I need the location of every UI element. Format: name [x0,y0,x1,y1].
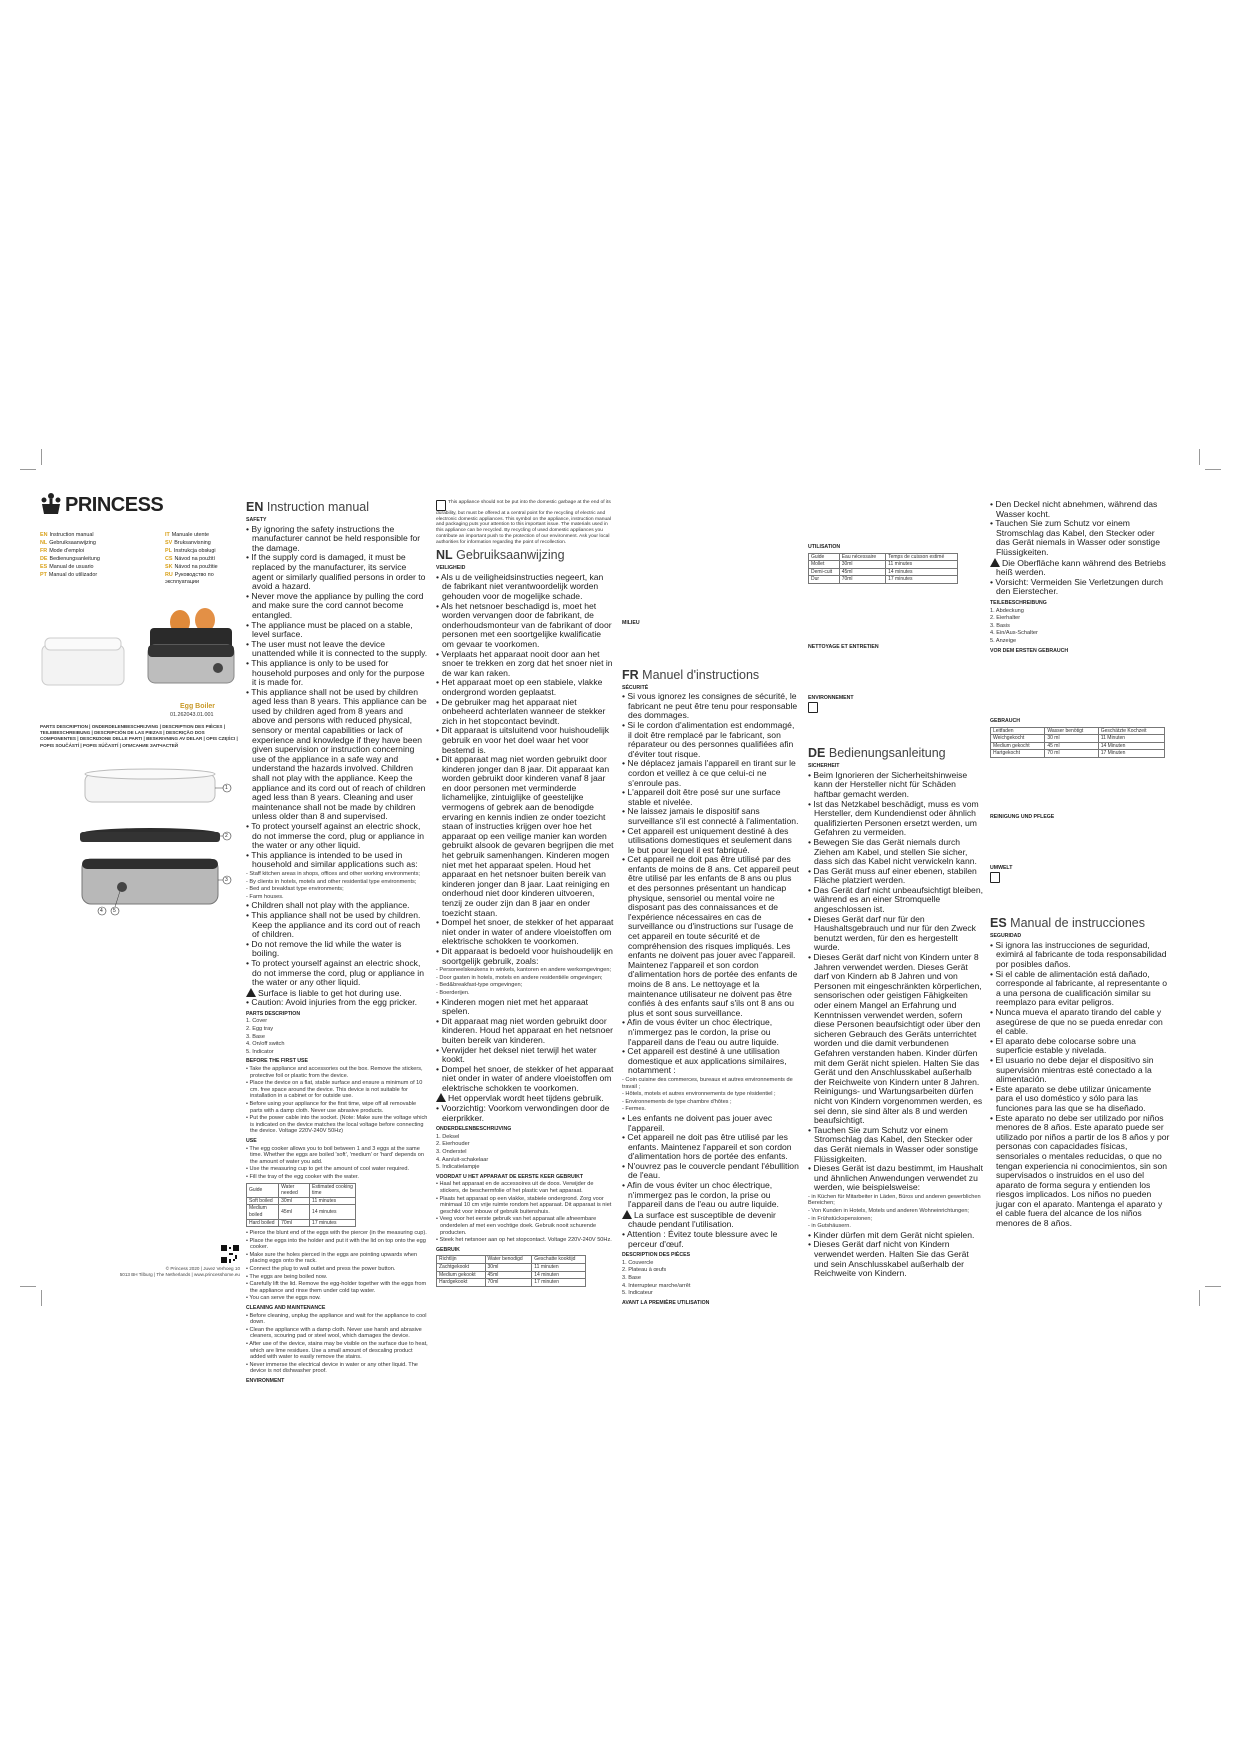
list-item: • Take the appliance and accessories out the box. Remove the stickers, protective foil or plastic from the device. [246,1066,423,1079]
section-heading: UTILISATION [808,544,841,550]
table-row: Mollet 30ml 11 minutes [809,561,958,569]
language-item: PL Instrukcja obsługi [165,548,216,554]
callout-5: 5 [113,908,116,914]
before-list [436,1181,614,1243]
list-item: • Connect the plug to wall outlet and press the power button. [246,1266,396,1273]
table-row: Medium boiled 45ml 14 minutes [247,1205,356,1219]
table-row: Soft boiled 30ml 11 minutes [247,1197,356,1205]
crop-mark [41,1290,42,1306]
list-item: 3. Base [622,1275,641,1281]
list-item: - Boerderijen. [436,989,470,996]
cooking-table [808,553,958,584]
cooking-table [246,1183,356,1228]
language-item: SK Návod na použitie [165,564,218,570]
section-heading: VOORDAT U HET APPARAAT DE EERSTE KEER GEBRUIKT [436,1173,584,1180]
list-item: • Vorsicht: Vermeiden Sie Verletzungen durch den Eierstecher. [990,576,1164,597]
list-item: • Haal het apparaat en de accessoires uit de doos. Verwijder de stickers, de beschermfolie of het plastic van het apparaat. [436,1181,594,1194]
list-item: • Dit apparaat mag niet worden gebruikt door kinderen. Houd het apparaat en het netsnoer buiten bereik van kinderen. [436,1015,614,1045]
safety-list [622,692,800,1076]
footer-copyright: © Princess 2020 | Juvez Verhoeg 10 [165,1266,240,1271]
list-item: - Staff kitchen areas in shops, offices and other working environments; [246,870,420,877]
safety-list-3 [990,500,1170,597]
list-item: • The egg cooker allows you to boil between 1 and 3 eggs at the same time. Whether the eggs are boiled 'soft', 'medium' or 'hard' depends on the amount of water you add. [246,1145,425,1165]
list-item: • Steek het netsnoer aan op het stopcontact. Voltage 220V-240V 50Hz. [436,1237,612,1244]
list-item: 3. Onderstel [436,1149,467,1156]
table-row: Hartgekocht 70 ml 17 Minuten [991,750,1165,758]
table-header-row: Leitfaden Wasser benötigt Geschätzte Kochzeit [991,727,1165,735]
list-item: • If the supply cord is damaged, it must be replaced by the manufacturer, its service agent or similarly qualified persons in order to avoid a hazard. [246,552,426,592]
list-item: • Before cleaning, unplug the appliance and wait for the appliance to cool down. [246,1312,427,1326]
list-item: • Pierce the blunt end of the eggs with the piercer (in the measuring cup). [246,1230,427,1237]
crop-mark [1199,1290,1200,1306]
list-item: • Voorzichtig: Voorkom verwondingen door de eierprikker. [436,1103,610,1123]
list-item: • By ignoring the safety instructions the manufacturer cannot be held responsible for the damage. [246,523,421,553]
list-item: • This appliance shall not be used by children aged less than 8 years. This appliance can be used by children aged from 8 years and above and persons with reduced physical, sensory or mental capabilities or lack of experience and knowledge if they have been given supervision or instruction concerning use of the appliance in a safe way and understand the hazards involved. Children shall not play with the appliance. Keep the appliance and its cord out of reach of children aged less than 8 years. Cleaning and user maintenance shall not be made by children unless older than 8 and supervised. [246,686,427,822]
list-item: 5. Indicator [246,1048,274,1055]
hot-surface-warning: Het oppervlak wordt heet tijdens gebruik. [436,1093,614,1104]
list-item: • Si ignora las instrucciones de seguridad, eximirá al fabricante de toda responsabilidad por posibles daños. [990,939,1167,970]
list-item: • To protect yourself against an electric shock, do not immerse the cord, plug or appliance in the water or any other liquid. [246,821,424,851]
list-item: • Este aparato se debe utilizar únicamente para el uso doméstico y sólo para las funciones para las que se ha diseñado. [990,1083,1152,1113]
parts-list [622,1260,800,1297]
list-item: • The user must not leave the device unattended while it is connected to the supply. [246,638,428,659]
uses-list [246,871,428,900]
list-item: • Dit apparaat is bedoeld voor huishoudelijk en soortgelijk gebruik, zoals: [436,945,613,966]
section-title: ES Manual de instrucciones [990,916,1145,931]
list-item: • Plaats het apparaat op een vlakke, stabiele ondergrond. Zorg voor minimaal 10 cm vrije ruimte rondom het apparaat. Dit apparaat is niet geschikt voor inbouw of gebruik buitenshuis. [436,1195,612,1215]
use-list [246,1146,428,1181]
safety-list [990,941,1170,1229]
list-item: • This appliance is only to be used for household purposes and only for the purpose it is made for. [246,657,425,688]
list-item: 2. Plateau à œufs [622,1267,667,1274]
list-item: • Ist das Netzkabel beschädigt, muss es vom Hersteller, dem Kundendienst oder ähnlich qualifizierten Personen ersetzt werden, um Gefahren zu vermeiden. [808,798,979,838]
list-item: • Use the measuring cup to get the amount of cool water required. [246,1166,410,1173]
hot-surface-warning: Surface is liable to get hot during use. [246,988,428,999]
cleaning-list [246,1313,428,1375]
section-heading: TEILEBESCHREIBUNG [990,599,1047,606]
list-item: • Den Deckel nicht abnehmen, während das Wasser kocht. [990,499,1158,519]
list-item: - Bed&breakfast-type omgevingen; [436,982,523,989]
list-item: • Als het netsnoer beschadigd is, moet het worden vervangen door de fabrikant, de onderhoudsmonteur van de fabrikant of door personen met een soortgelijke kwalificatie om gevaar te voorkomen. [436,600,612,649]
table-row: Medium gekocht 45 ml 14 Minuten [991,742,1165,750]
list-item: 2. Egg tray [246,1026,274,1033]
hot-surface-icon [246,988,256,997]
section-title: FR Manuel d'instructions [622,667,760,682]
list-item: • Dieses Gerät darf nicht von Kindern verwendet werden. Halten Sie das Gerät und sein Anschlusskabel außerhalb der Reichweite von Kindern. [808,1239,969,1279]
section-heading: UMWELT [990,864,1013,871]
list-item: - Farm houses. [246,893,284,900]
language-item: SV Bruksanvisning [165,540,211,546]
list-item: • Put the power cable into the socket. (Note: Make sure the voltage which is indicated on the device matches the local voltage before connecting the device. Voltage 220V-240V 50Hz) [246,1115,428,1135]
spacer [990,872,1170,916]
hot-surface-warning: La surface est susceptible de devenir chaude pendant l'utilisation. [622,1210,800,1230]
list-item: 4. Aan/uit-schakelaar [436,1156,489,1163]
uses-list [622,1077,800,1113]
list-item: 1. Deksel [436,1133,460,1140]
section-title: DE Bedienungsanleitung [808,746,946,761]
section-heading: SICHERHEIT [808,763,840,770]
table-row: Demi-cuit 45ml 14 minutes [809,568,958,576]
section-heading: VOR DEM ERSTEN GEBRAUCH [990,647,1069,654]
list-item: • To protect yourself against an electric shock, do not immerse the cord, plug or appliance in the water or any other liquid. [246,957,424,988]
section-heading: NETTOYAGE ET ENTRETIEN [808,643,879,650]
language-item: IT Manuale utente [165,532,209,538]
list-item: • Dit apparaat mag niet worden gebruikt door kinderen jonger dan 8 jaar. Dit apparaat kan worden gebruikt door kinderen vanaf 8 jaar en door personen met verminderde lichamelijke, zintuiglijke of geestelijke vermogens of gebrek aan de benodigde ervaring en kennis indien ze onder toezicht staan of instructies krijgen over hoe het apparaat op een veilige manier kan worden gebruikt alsook de gevaren begrijpen die met het gebruik samenhangen. Kinderen mogen niet met het apparaat spelen. Houd het apparaat en het netsnoer buiten bereik van kinderen jonger dan 8 jaar. Laat reiniging en onderhoud niet door kinderen uitvoeren, tenzij ze ouder zijn dan 8 jaar en onder toezicht staan. [436,754,614,918]
list-item: - By clients in hotels, motels and other residential type environments; [246,878,417,885]
column-fr [622,500,800,1306]
product-name: Egg Boiler [180,703,216,710]
list-item: • Ne laissez jamais le dispositif sans surveillance s'il est connecté à l'alimentation. [622,806,799,826]
list-item: • Kinderen mogen niet met het apparaat spelen. [436,996,589,1017]
cover-panel [40,490,240,1280]
list-item: • Veeg voor het eerste gebruik van het apparaat alle afneembare onderdelen af met een vochtige doek. Gebruik nooit schurende producten. [436,1216,597,1236]
table-row: Hard boiled 70ml 17 minutes [247,1219,356,1227]
list-item: - in Küchen für Mitarbeiter in Läden, Büros und anderen gewerblichen Bereichen; [808,1193,981,1207]
parts-list [436,1134,614,1171]
list-item: • Cet appareil ne doit pas être utilisé par les enfants. Maintenez l'appareil et son cordon d'alimentation hors de portée des enfants. [622,1132,792,1162]
language-item: ES Manual de usuario [40,564,94,570]
spacer [808,702,984,746]
language-list [40,532,240,586]
list-item: • Cet appareil est destiné à une utilisation domestique et aux applications similaires, notamment : [622,1046,787,1076]
parts-list [990,608,1170,645]
list-item: • N'ouvrez pas le couvercle pendant l'ébullition de l'eau. [622,1160,799,1181]
list-item: • Si el cable de alimentación está dañado, corresponde al fabricante, al representante o a una persona de cualificación similar su reemplazo para evitar peligros. [990,968,1168,1008]
list-item: • Children shall not play with the appliance. [246,900,410,911]
section-heading: GEBRAUCH [990,718,1020,725]
table-row: Weichgekocht 30 ml 11 Minuten [991,735,1165,743]
list-item: • Never move the appliance by pulling the cord and make sure the cord cannot become entangled. [246,590,424,620]
recycle-bin-icon [436,500,446,511]
list-item: - Fermes. [622,1106,646,1113]
list-item: • De gebruiker mag het apparaat niet onbeheerd achterlaten wanneer de stekker zich in het stopcontact bevindt. [436,696,606,726]
list-item: - Von Kunden in Hotels, Motels und anderen Wohneinrichtungen; [808,1208,969,1215]
list-item: • Tauchen Sie zum Schutz vor einem Stromschlag das Kabel, den Stecker oder das Gerät niemals in Wasser oder sonstige Flüssigkeiten. [808,1124,978,1164]
language-item: CS Návod na použití [165,556,215,562]
list-item: • The eggs are being boiled now. [246,1273,328,1280]
section-heading: SEGURIDAD [990,933,1022,940]
list-item: - in Frühstückspensionen; [808,1215,873,1222]
safety-list [436,573,614,966]
cooking-table [436,1255,586,1286]
table-row: Zachtgekookt 30ml 11 minuten [437,1263,586,1271]
list-item: 2. Eierhalter [990,615,1021,622]
uses-list [808,1194,984,1230]
cooking-table [990,727,1165,758]
list-item: • Als u de veiligheidsinstructies negeert, kan de fabrikant niet verantwoordelijk worden gehouden voor de mogelijke schade. [436,571,604,601]
spacer [990,655,1170,715]
product-code: 01.262043.01.001 [170,712,214,718]
section-heading: VEILIGHEID [436,565,466,572]
crop-mark [1205,469,1221,470]
callout-1: 1 [225,785,228,791]
section-heading: SÉCURITÉ [622,684,649,691]
crop-mark [41,449,42,465]
table-header-row: Guide Eau nécessaire Temps de cuisson estimé [809,553,958,561]
list-item: • Make sure the holes pierced in the eggs are pointing upwards when placing eggs onto the rack. [246,1251,418,1265]
section-heading: ENVIRONMENT [246,1377,285,1384]
callout-3: 3 [225,877,228,883]
list-item: • Das Gerät darf nicht unbeaufsichtigt bleiben, während es an einer Stromquelle angeschlossen ist. [808,884,983,915]
column-en [246,500,428,1384]
list-item: • Afin de vous éviter un choc électrique, n'immergez pas le cordon, la prise ou l'appareil dans de l'eau ou autre liquide. [622,1180,779,1210]
brand-name: PRINCESS [65,494,164,516]
environment-text: This appliance should not be put into the domestic garbage at the end of its durability, but must be offered at a central point for the recycling of electric and electronic domestic appliances. This symbol on the appliance, instruction manual and packaging puts your attention to this important issue. The materials used in this appliance can be recycled. By recycling of used domestic appliances you contribute an important push to the protection of our environment. Ask your local authorities for information regarding the point of recollection. [436,500,611,545]
product-photo [40,590,240,695]
spacer [990,822,1170,862]
list-item: • Beim Ignorieren der Sicherheitshinweise kann der Hersteller nicht für Schäden haftbar gemacht werden. [808,769,968,799]
list-item: 1. Couvercle [622,1259,654,1266]
list-item: - Personeelskeukens in winkels, kantoren en andere werkomgevingen; [436,967,612,974]
list-item: 4. Ein/Aus-Schalter [990,630,1038,637]
column-nl [436,500,614,1286]
section-heading: SAFETY [246,517,267,523]
list-item: 1. Abdeckung [990,607,1024,614]
crop-mark [20,469,36,470]
parts-list [246,1018,428,1055]
list-item: • Les enfants ne doivent pas jouer avec l'appareil. [622,1112,773,1133]
list-item: 4. On/off switch [246,1041,285,1048]
list-item: - Hôtels, motels et autres environnements de type résidentiel ; [622,1091,776,1098]
list-item: • El usuario no debe dejar el dispositivo sin supervisión mientras esté conectado a la alimentación. [990,1054,1154,1085]
section-heading: REINIGUNG UND PFLEGE [990,814,1055,821]
language-item: EN Instruction manual [40,532,94,538]
hot-surface-icon [622,1210,632,1219]
safety-list [246,525,428,870]
language-item: NL Gebruiksaanwijzing [40,540,96,546]
section-heading: BEFORE THE FIRST USE [246,1058,308,1065]
list-item: • Clean the appliance with a damp cloth. Never use harsh and abrasive cleaners, scouring pad or steel wool, which damages the device. [246,1326,422,1340]
hot-surface-icon [990,558,1000,567]
list-item: • Afin de vous éviter un choc électrique, n'immergez pas le cordon, la prise ou l'appareil dans de l'eau ou autre liquide. [622,1017,779,1047]
list-item: • Ne déplacez jamais l'appareil en tirant sur le cordon et veillez à ce que celui-ci ne s'enroule pas. [622,758,796,788]
list-item: • This appliance is intended to be used in household and similar applications such as: [246,849,418,870]
list-item: • Never immerse the electrical device in water or any other liquid. The device is not dishwasher proof. [246,1361,418,1375]
list-item: • Dieses Gerät ist dazu bestimmt, im Haushalt und ähnlichen Anwendungen verwendet zu werden, wie beispielsweise: [808,1163,983,1193]
list-item: 4. Interrupteur marche/arrêt [622,1282,691,1289]
use-list-2 [246,1230,428,1302]
list-item: 5. Indicateur [622,1290,653,1297]
column-es [990,500,1170,1280]
list-item: • Before using your appliance for the first time, wipe off all removable parts with a damp cloth. Never use abrasive products. [246,1101,417,1114]
list-item: • Verplaats het apparaat nooit door aan het snoer te trekken en zorg dat het snoer niet in de war kan raken. [436,648,613,678]
list-item: • Verwijder het deksel niet terwijl het water kookt. [436,1044,597,1065]
list-item: • Dompel het snoer, de stekker of het apparaat niet onder in water of andere vloeistoffen om elektrische schokken te voorkomen. [436,1063,614,1093]
table-row: Medium gekookt 45ml 14 minuten [437,1271,586,1279]
hot-surface-warning: Die Oberfläche kann während des Betriebs heiß werden. [990,558,1170,578]
safety-list-2 [246,901,428,1008]
recycle-bin-icon [990,872,1000,883]
list-item: 1. Cover [246,1018,268,1025]
list-item: 2. Eierhouder [436,1141,470,1148]
table-header-row: Guide Water needed Estimated cooking time [247,1183,356,1197]
spacer [622,628,800,668]
list-item: • Nunca mueva el aparato tirando del cable y asegúrese de que no se pueda enredar con el cable. [990,1007,1163,1037]
list-item: • Carefully lift the lid. Remove the egg-holder together with the eggs from the appliance and rinse them under cold tap water. [246,1281,427,1294]
list-item: • Si vous ignorez les consignes de sécurité, le fabricant ne peut être tenu pour responsable des dommages. [622,691,798,721]
list-item: • You can serve the eggs now. [246,1295,321,1302]
list-item: - Bed and breakfast type environments; [246,886,344,893]
list-item: • Place the eggs into the holder and put it with the lid on top onto the egg cooker. [246,1237,426,1251]
table-header-row: Richtlijn Water benodigd Geschatte kooktijd [437,1256,586,1264]
crop-mark [1205,1286,1221,1287]
callout-2: 2 [225,833,228,839]
list-item: - in Gutshäusern. [808,1223,851,1230]
section-heading: ENVIRONNEMENT [808,694,854,701]
list-item: • Place the device on a flat, stable surface and ensure a minimum of 10 cm. free space around the device. This device is not suitable for installation in a cabinet or for outside use. [246,1080,423,1100]
list-item: - Door gasten in hotels, motels en andere residentiële omgevingen; [436,974,603,981]
section-title: EN Instruction manual [246,500,369,514]
list-item: • Kinder dürfen mit dem Gerät nicht spielen. [808,1229,975,1240]
list-item: • Dit apparaat is uitsluitend voor huishoudelijk gebruik en voor het doel waar het voor bestemd is. [436,725,610,755]
table-row: Dur 70ml 17 minutes [809,576,958,584]
section-heading: PARTS DESCRIPTION [246,1010,301,1017]
list-item: • Caution: Avoid injuries from the egg pricker. [246,997,418,1008]
list-item: • Het apparaat moet op een stabiele, vlakke ondergrond worden geplaatst. [436,677,603,697]
parts-header: PARTS DESCRIPTION | ONDERDELENBESCHRIJVING | DESCRIPTION DES PIÈCES | TEILEBESCHREIBUNG | DESCRIPCIÓN DE LAS PIEZAS | DESCRIÇÃO DOS COMPONENTES | DESCRIZIONE DELLE PARTI | BESKRIVNING AV DELAR | OPIS CZĘŚCI | POPIS SOUČÁSTÍ | POPIS SÚČASTÍ | ОПИСАНИЕ ЗАПЧАСТЕЙ [40,724,238,748]
list-item: • Cet appareil est uniquement destiné à des utilisations domestiques et seulement dans le but pour lequel il est fabriqué. [622,825,792,855]
recycle-bin-icon [808,702,818,713]
list-item: • Bewegen Sie das Gerät niemals durch Ziehen am Kabel, und stellen Sie sicher, dass sich das Kabel nicht verwickeln kann. [808,836,977,867]
column-de [808,500,984,1280]
list-item: • Tauchen Sie zum Schutz vor einem Stromschlag das Kabel, den Stecker oder das Gerät niemals in Wasser oder sonstige Flüssigkeiten. [990,518,1160,557]
section-heading: USE [246,1137,257,1144]
list-item: 3. Basis [990,622,1010,629]
list-item: • Dieses Gerät darf nur für den Haushaltsgebrauch und nur für den Zweck benutzt werden, für den es hergestellt wurde. [808,913,976,953]
list-item: • Este aparato no debe ser utilizado por niños menores de 8 años. Este aparato puede ser utilizado por niños a partir de los 8 años y por personas con capacidades físicas, sensoriales o mentales reducidas, o que no tengan experiencia ni conocimientos, sin son supervisados o instruidos en el uso del aparato de forma segura y entienden los riesgos implicados. Los niños no pueden jugar con el aparato. Mantenga el aparato y el cable fuera del alcance de los niños menores de 8 años. [990,1112,1170,1229]
list-item: • After use of the device, stains may be visible on the surface due to heat, which are lime residues. Use a small amount of descaling product added with water to easily remove the stains. [246,1341,428,1361]
parts-diagram [40,756,240,916]
safety-list-2 [808,1231,984,1279]
list-item: • This appliance shall not be used by children. Keep the appliance and its cord out of reach of children. [246,909,421,940]
hot-surface-icon [436,1093,446,1102]
crop-mark [20,1286,36,1287]
section-heading: AVANT LA PREMIÈRE UTILISATION [622,1299,710,1306]
callout-4: 4 [100,908,103,914]
language-item: FR Mode d'emploi [40,548,85,554]
section-title: NL Gebruiksaanwijzing [436,548,565,563]
spacer [990,761,1170,811]
list-item: 5. Anzeige [990,637,1017,644]
section-heading: DESCRIPTION DES PIÈCES [622,1252,691,1259]
crop-mark [1199,449,1200,465]
safety-list-2 [436,998,614,1124]
language-item: DE Bedienungsanleitung [40,556,100,562]
section-heading: MILIEU [622,620,640,626]
list-item: • Dieses Gerät darf nicht von Kindern unter 8 Jahren verwendet werden. Dieses Gerät darf von Kindern ab 8 Jahren und von Personen mit eingeschränkten körperlichen, sensorischen oder geistigen Fähigkeiten oder einem Mangel an Erfahrung und Kenntnissen verwendet werden, sofern diese Personen beaufsichtigt oder über den sicheren Gebrauch des Geräts unterrichtet worden und die damit verbundenen Gefahren verstanden haben. Kinder dürfen mit dem Gerät nicht spielen. Halten Sie das Gerät und den Anschlusskabel außerhalb der Reichweite von Kindern unter 8 Jahren. Reinigungs- und Wartungsarbeiten dürfen nicht von Kindern vorgenommen werden, es sei denn, sie sind älter als 8 und werden beaufsichtigt. [808,952,983,1126]
list-item: - Environnements de type chambre d'hôtes ; [622,1098,732,1105]
list-item: • El aparato debe colocarse sobre una superficie estable y nivelada. [990,1035,1136,1056]
section-heading: GEBRUIK [436,1246,460,1253]
language-item: PT Manual do utilizador [40,572,98,578]
table-row: Hardgekookt 70ml 17 minuten [437,1279,586,1287]
section-heading: CLEANING AND MAINTENANCE [246,1305,326,1312]
list-item: • Attention : Évitez toute blessure avec le perceur d'œuf. [622,1229,778,1249]
list-item: • Dompel het snoer, de stekker of het apparaat niet onder in water of andere vloeistoffen om elektrische schokken te voorkomen. [436,917,614,947]
list-item: - Coin cuisine des commerces, bureaux et autres environnements de travail ; [622,1076,793,1090]
crown-icon [40,492,62,516]
language-item: RU Руководство по эксплуатации [165,572,214,586]
safety-list-2 [622,1114,800,1249]
list-item: • Si le cordon d'alimentation est endommagé, il doit être remplacé par le fabricant, son réparateur ou des personnes qualifiées afin d'éviter tout risque. [622,719,795,759]
list-item: • Fill the tray of the egg cooker with the water. [246,1173,359,1180]
list-item: • Do not remove the lid while the water is boiling. [246,938,402,959]
before-list [246,1066,428,1135]
qr-code [221,1245,239,1263]
list-item: • Das Gerät muss auf einer ebenen, stabilen Fläche platziert werden. [808,865,977,886]
list-item: 5. Indicatielampje [436,1164,480,1171]
list-item: • Cet appareil ne doit pas être utilisé par des enfants de moins de 8 ans. Cet appareil peut être utilisé par les enfants de 8 ans ou plus et des personnes présentant un handicap physique, sensoriel ou mental voire ne disposant pas des connaissances et de l'expérience nécessaires en cas de surveillance ou d'instructions sur l'usage de cet appareil en toute sécurité et de compréhension des risques impliqués. Les enfants ne doivent pas jouer avec l'appareil. Maintenez l'appareil et son cordon d'alimentation hors de portée des enfants de moins de 8 ans. Le nettoyage et la maintenance utilisateur ne doivent pas être confiés à des enfants sauf s'ils ont 8 ans ou plus et sont sous surveillance. [622,854,800,1018]
list-item: • L'appareil doit être posé sur une surface stable et nivelée. [622,787,781,807]
uses-list [436,967,614,996]
section-heading: ONDERDELENBESCHRIJVING [436,1126,512,1133]
footer-address: 5013 BH Tilburg | The Netherlands | www.princesshome.eu [119,1272,240,1277]
list-item: • The appliance must be placed on a stable, level surface. [246,619,413,640]
safety-list [808,771,984,1193]
list-item: 3. Base [246,1033,265,1040]
